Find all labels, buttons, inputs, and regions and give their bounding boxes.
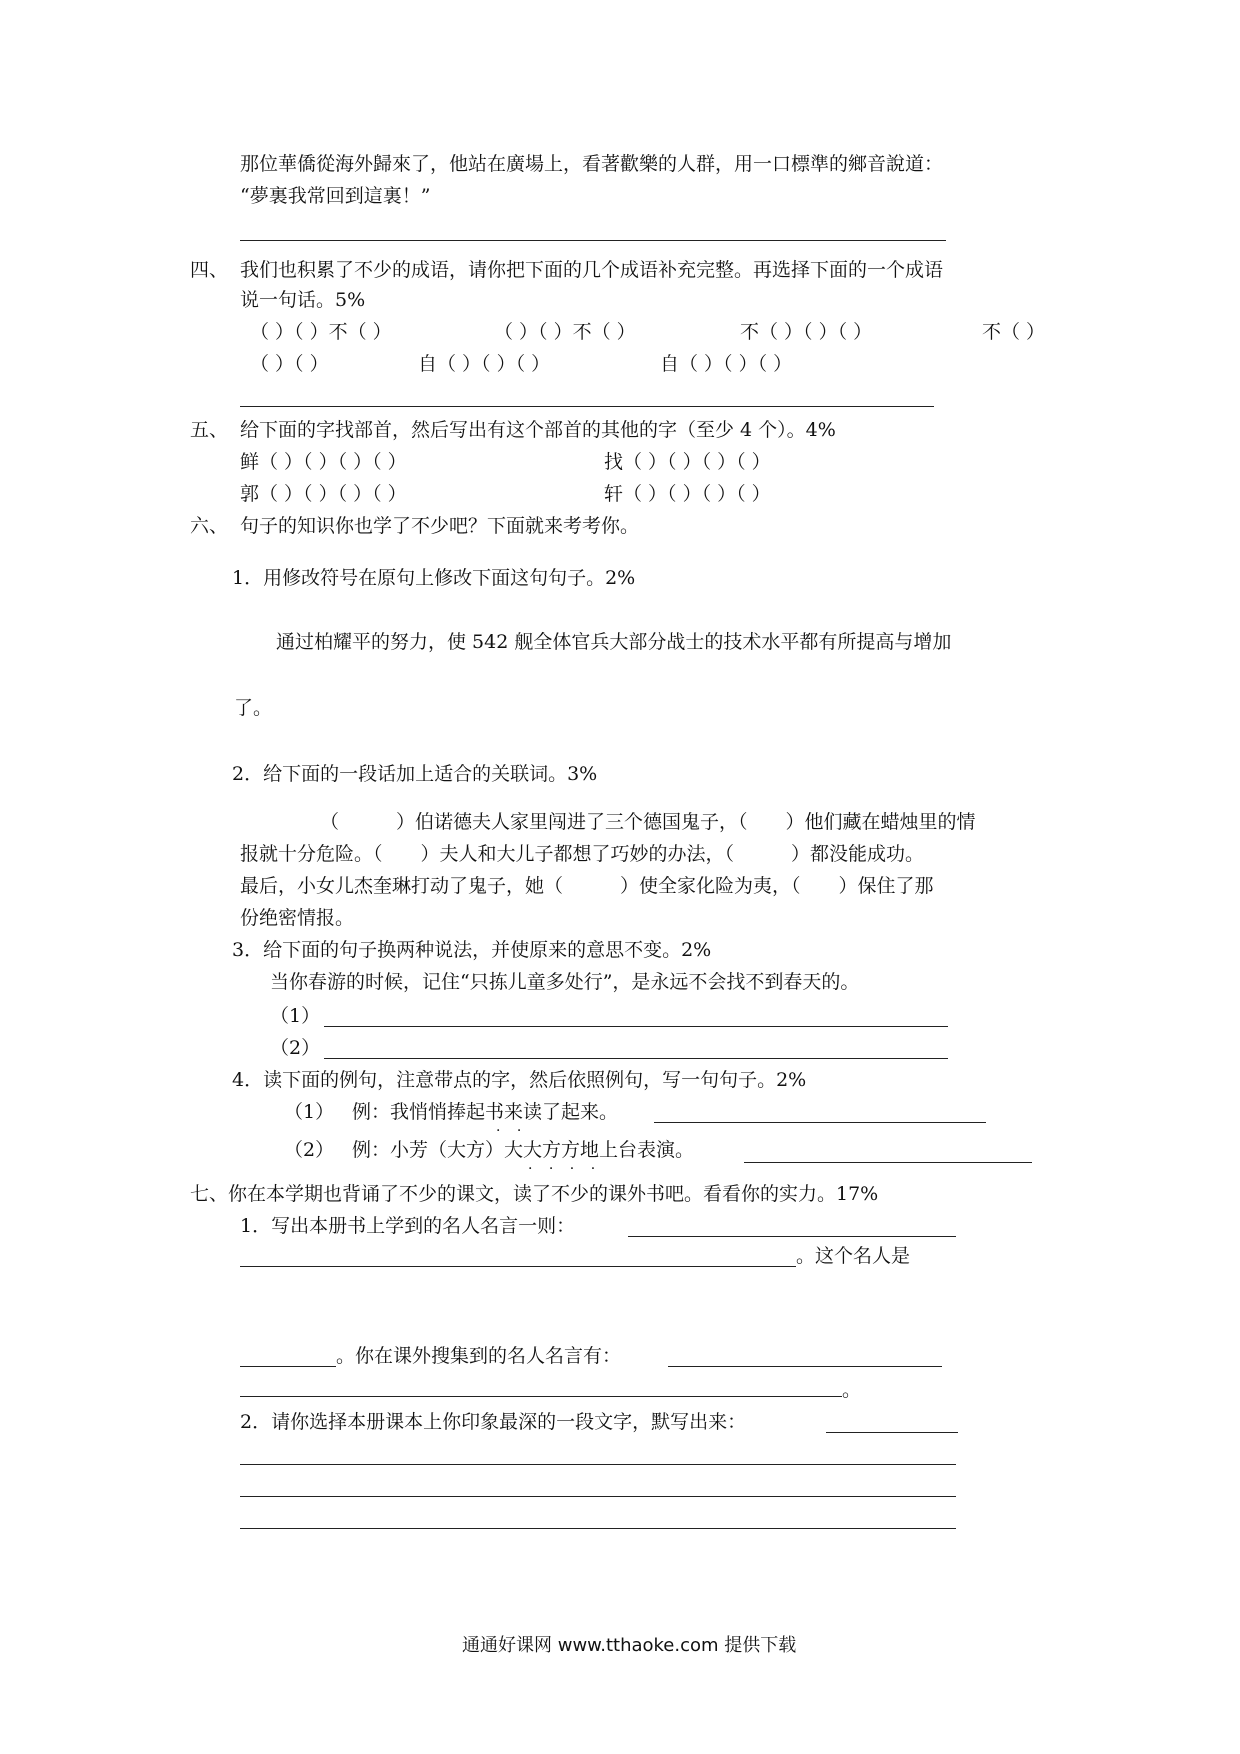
radical-item: 郭（ ）（ ）（ ）（ ） <box>240 483 407 505</box>
answer-line[interactable] <box>744 1162 1032 1163</box>
paragraph-line: 最后，小女儿杰奎琳打动了鬼子，她（ ）使全家化险为夷，（ ）保住了那 <box>240 875 934 897</box>
idiom-blank: 自（ ）（ ）（ ） <box>418 353 551 375</box>
idiom-blank: 不（ ）（ ）（ ） <box>740 321 873 343</box>
question-text: 。这个名人是 <box>796 1245 911 1267</box>
answer-line[interactable] <box>240 1266 796 1267</box>
question-text: 。你在课外搜集到的名人名言有： <box>336 1345 622 1367</box>
paragraph-line: （ ）伯诺德夫人家里闯进了三个德国鬼子，（ ）他们藏在蜡烛里的情 <box>320 811 976 833</box>
idiom-blank: 自（ ）（ ）（ ） <box>660 353 793 375</box>
answer-line[interactable] <box>240 1396 842 1397</box>
trad-sentence-line-1: 那位華僑從海外歸來了，他站在廣場上，看著歡樂的人群，用一口標準的鄉音說道： <box>240 153 944 175</box>
example-number: （1） <box>284 1101 335 1123</box>
idiom-blank: （ ）（ ）不（ ） <box>250 321 392 343</box>
paragraph-line: 报就十分危险。（ ）夫人和大儿子都想了巧妙的办法，（ ）都没能成功。 <box>240 843 925 865</box>
question-sentence: 当你春游的时候，记住“只拣儿童多处行”，是永远不会找不到春天的。 <box>270 971 860 993</box>
answer-line[interactable] <box>240 1496 956 1497</box>
trad-sentence-line-2: “夢裏我常回到這裏！” <box>240 185 431 207</box>
answer-line[interactable] <box>324 1026 948 1027</box>
question-title: 2．给下面的一段话加上适合的关联词。3% <box>232 763 598 785</box>
question-sentence: 通过柏耀平的努力，使 542 舰全体官兵大部分战士的技术水平都有所提高与增加 <box>276 631 952 653</box>
section-title: 句子的知识你也学了不少吧？下面就来考考你。 <box>240 515 640 537</box>
idiom-blank: （ ）（ ）不（ ） <box>494 321 636 343</box>
section-title: 我们也积累了不少的成语，请你把下面的几个成语补充完整。再选择下面的一个成语 <box>240 259 944 281</box>
option-number: （1） <box>270 1005 321 1027</box>
option-number: （2） <box>270 1037 321 1059</box>
radical-item: 鲜（ ）（ ）（ ）（ ） <box>240 451 407 473</box>
answer-line[interactable] <box>826 1432 958 1433</box>
paragraph-line: 份绝密情报。 <box>240 907 355 929</box>
question-title: 1．写出本册书上学到的名人名言一则： <box>240 1215 576 1237</box>
answer-line[interactable] <box>240 1528 956 1529</box>
example-sentence: 例：我悄悄捧起书来读了起来。 <box>352 1101 619 1123</box>
section-title: 七、你在本学期也背诵了不少的课文，读了不少的课外书吧。看看你的实力。17% <box>190 1183 879 1205</box>
section-number: 四、 <box>190 259 229 281</box>
answer-line[interactable] <box>668 1366 942 1367</box>
question-title: 4．读下面的例句，注意带点的字，然后依照例句，写一句句子。2% <box>232 1069 807 1091</box>
question-title: 3．给下面的句子换两种说法，并使原来的意思不变。2% <box>232 939 712 961</box>
answer-line[interactable] <box>654 1122 986 1123</box>
answer-line[interactable] <box>240 240 946 241</box>
answer-line[interactable] <box>240 1464 956 1465</box>
section-number: 六、 <box>190 515 229 537</box>
example-sentence: 例：小芳（大方）大大方方地上台表演。 <box>352 1139 695 1161</box>
example-number: （2） <box>284 1139 335 1161</box>
section-number: 五、 <box>190 419 229 441</box>
radical-item: 轩（ ）（ ）（ ）（ ） <box>604 483 771 505</box>
emphasis-dots: · · · · <box>528 1161 602 1177</box>
question-title: 2．请你选择本册课本上你印象最深的一段文字，默写出来： <box>240 1411 747 1433</box>
section-title: 给下面的字找部首，然后写出有这个部首的其他的字（至少 4 个）。4% <box>240 419 836 441</box>
emphasis-dots: · · <box>496 1123 528 1139</box>
idiom-blank: 不（ ） <box>982 321 1046 343</box>
question-sentence-cont: 了。 <box>234 697 273 719</box>
answer-line[interactable] <box>240 406 934 407</box>
section-title-cont: 说一句话。5% <box>240 289 366 311</box>
page-footer: 通通好课网 www.tthaoke.com 提供下载 <box>462 1635 797 1656</box>
answer-line[interactable] <box>628 1236 956 1237</box>
question-title: 1．用修改符号在原句上修改下面这句句子。2% <box>232 567 636 589</box>
question-text: 。 <box>842 1379 862 1401</box>
radical-item: 找（ ）（ ）（ ）（ ） <box>604 451 771 473</box>
answer-line[interactable] <box>240 1366 336 1367</box>
answer-line[interactable] <box>324 1058 948 1059</box>
idiom-blank: （ ）（ ） <box>250 353 329 375</box>
